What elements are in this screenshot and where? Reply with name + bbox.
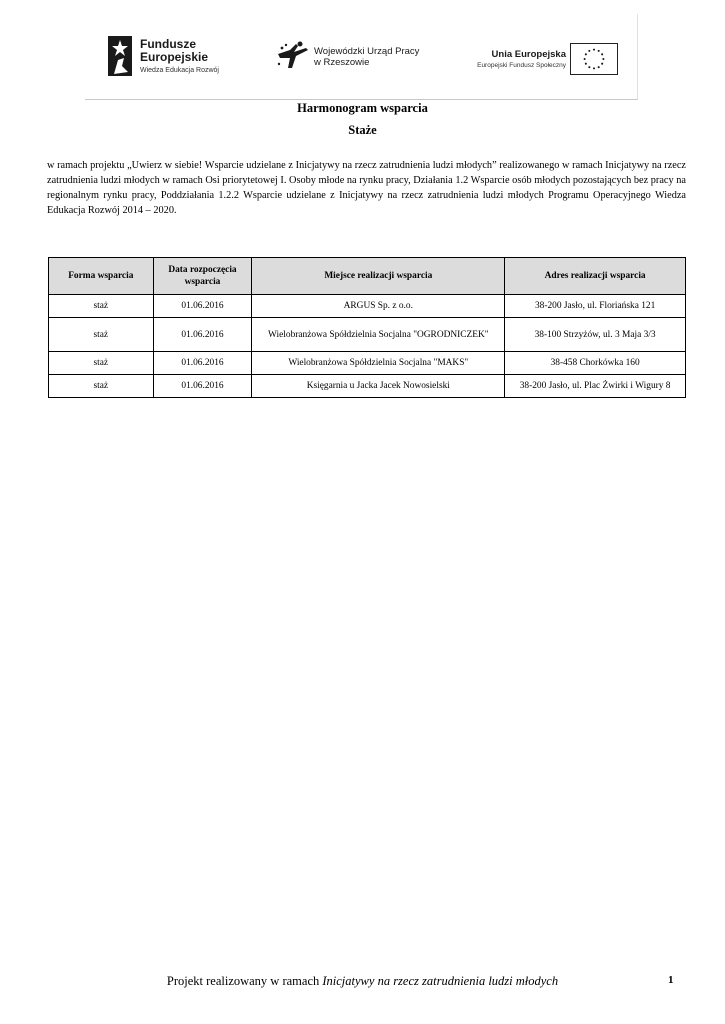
cell-place: Wielobranżowa Spółdzielnia Socjalna "OGRODNICZEK" xyxy=(252,318,505,352)
cell-form: staż xyxy=(49,318,154,352)
document-subtitle: Staże xyxy=(348,123,377,137)
cell-address: 38-458 Chorkówka 160 xyxy=(505,352,686,375)
schedule-table xyxy=(48,257,686,398)
cell-address: 38-200 Jasło, ul. Plac Żwirki i Wigury 8 xyxy=(505,375,686,398)
table-row xyxy=(49,375,686,398)
cell-address: 38-200 Jasło, ul. Floriańska 121 xyxy=(505,295,686,318)
header-address: Adres realizacji wsparcia xyxy=(505,258,686,295)
table-row xyxy=(49,318,686,352)
cell-form: staż xyxy=(49,352,154,375)
header-date: Data rozpoczęcia wsparcia xyxy=(153,258,252,295)
table-row xyxy=(49,295,686,318)
header-place: Miejsce realizacji wsparcia xyxy=(252,258,505,295)
page-number: 1 xyxy=(668,974,674,986)
cell-address: 38-100 Strzyżów, ul. 3 Maja 3/3 xyxy=(505,318,686,352)
footer-prefix: Projekt realizowany w ramach xyxy=(166,974,323,988)
cell-date: 01.06.2016 xyxy=(153,318,252,352)
document-title: Harmonogram wsparcia xyxy=(297,101,428,115)
footer-emphasis: Inicjatywy na rzecz zatrudnienia ludzi młodych xyxy=(322,974,559,988)
table-row xyxy=(49,352,686,375)
wup-rzeszow-logo xyxy=(276,40,446,80)
cell-date: 01.06.2016 xyxy=(153,295,252,318)
cell-form: staż xyxy=(49,295,154,318)
page-footer xyxy=(0,974,725,989)
cell-date: 01.06.2016 xyxy=(153,375,252,398)
table-header-row xyxy=(49,258,686,295)
fe-star-icon xyxy=(108,36,132,76)
fe-logo-line3: Wiedza Edukacja Rozwój xyxy=(140,67,219,74)
fe-logo-line1: Fundusze xyxy=(140,37,196,51)
fe-logo-line2: Europejskie xyxy=(140,50,209,64)
wup-logo-line2: w Rzeszowie xyxy=(314,57,370,68)
intro-paragraph: w ramach projektu „Uwierz w siebie! Wsparcie udzielane z Inicjatywy na rzecz zatrudnienia ludzi młodych” realizowanego w ramach Inicjatywy na rzecz zatrudnienia ludzi młodych w ramach Osi priorytetowej I. Osoby młode na rynku pracy, Działania 1.2 Wsparcie osób młodych pozostających bez pracy na regionalnym rynku pracy, Poddziałania 1.2.2 Wsparcie udzielane z Inicjatywy na rzecz zatrudnienia ludzi młodych Programu Operacyjnego Wiedza Edukacja Rozwój 2014 – 2020. xyxy=(47,160,686,216)
wup-figure-icon xyxy=(276,40,310,72)
unia-europejska-logo xyxy=(462,43,622,77)
cell-form: staż xyxy=(49,375,154,398)
cell-date: 01.06.2016 xyxy=(153,352,252,375)
wup-logo-line1: Wojewódzki Urząd Pracy xyxy=(314,46,420,57)
ue-logo-line2: Europejski Fundusz Społeczny xyxy=(477,62,566,69)
fundusze-europejskie-logo xyxy=(108,36,268,84)
header-form: Forma wsparcia xyxy=(49,258,154,295)
cell-place: ARGUS Sp. z o.o. xyxy=(252,295,505,318)
cell-place: Księgarnia u Jacka Jacek Nowosielski xyxy=(252,375,505,398)
eu-flag-icon xyxy=(570,43,618,75)
cell-place: Wielobranżowa Spółdzielnia Socjalna "MAKS" xyxy=(252,352,505,375)
ue-logo-line1: Unia Europejska xyxy=(491,49,566,60)
